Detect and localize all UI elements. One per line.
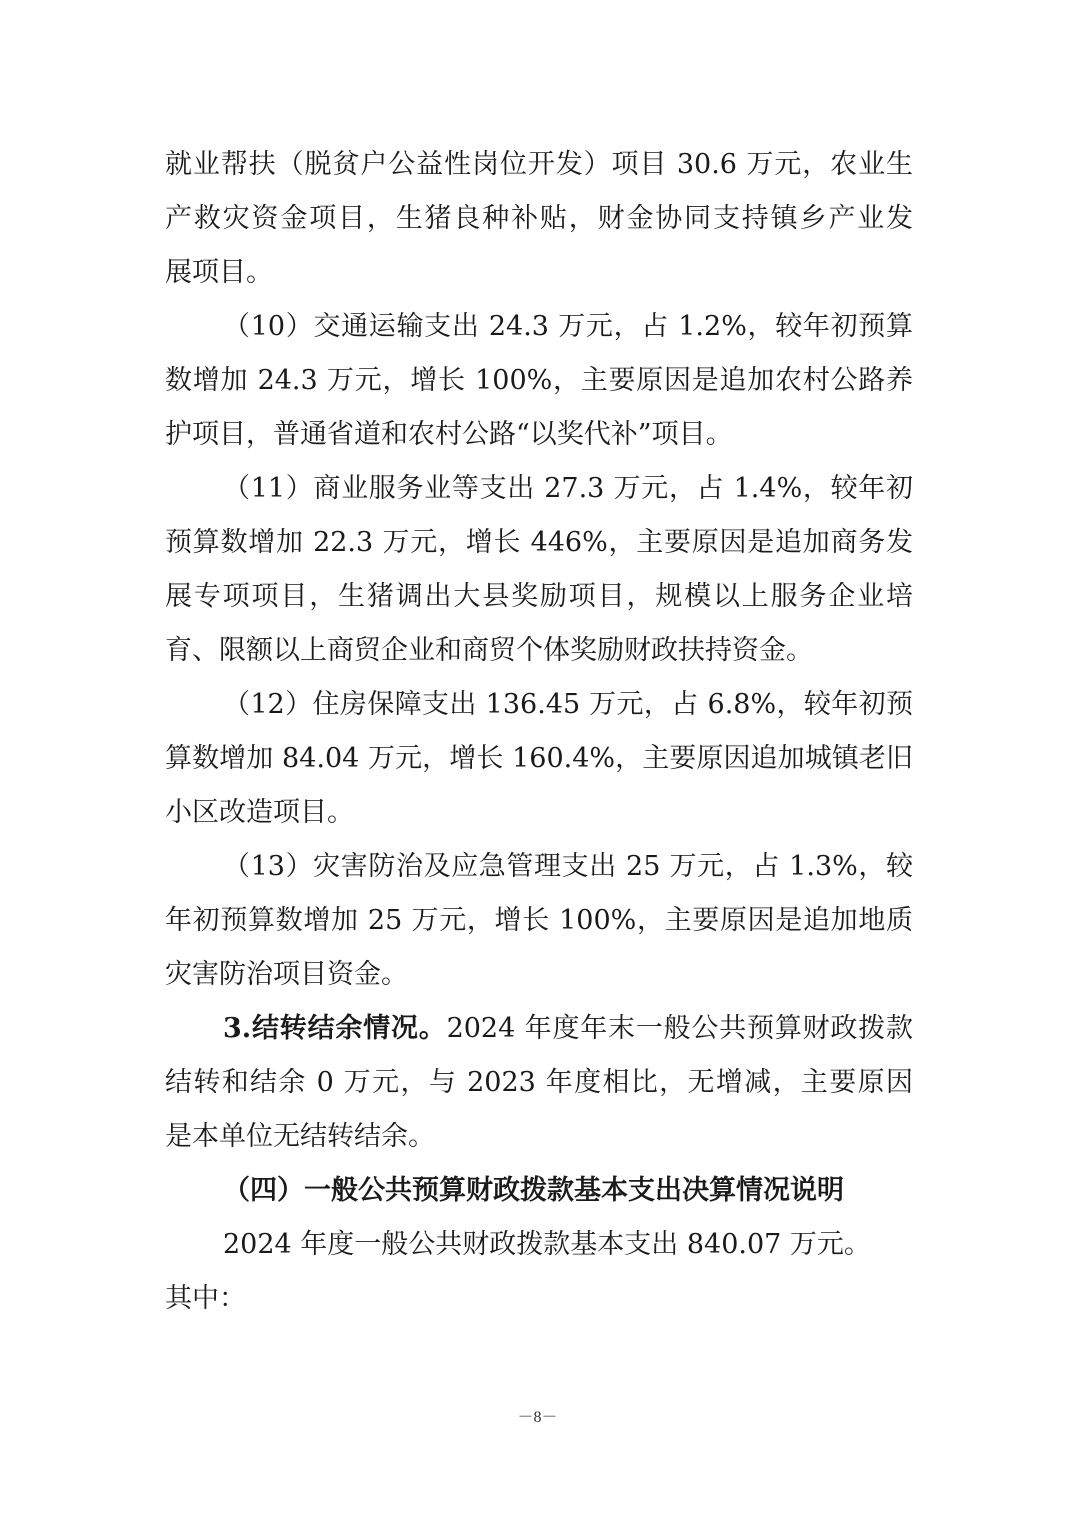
text-line: （11）商业服务业等支出 27.3 万元，占 1.4%，较年初 (223, 473, 913, 504)
text-line: （12）住房保障支出 136.45 万元，占 6.8%，较年初预 (223, 689, 913, 720)
text-line: 小区改造项目。 (165, 797, 354, 828)
text-line: 年初预算数增加 25 万元，增长 100%，主要原因是追加地质 (165, 905, 913, 936)
text-line: 展项目。 (165, 257, 273, 288)
text-line: 是本单位无结转结余。 (165, 1121, 435, 1152)
text-line: 预算数增加 22.3 万元，增长 446%，主要原因是追加商务发 (165, 527, 913, 558)
section-heading: （四）一般公共预算财政拨款基本支出决算情况说明 (223, 1175, 844, 1206)
text-line: 灾害防治项目资金。 (165, 959, 408, 990)
text-line: 就业帮扶（脱贫户公益性岗位开发）项目 30.6 万元，农业生 (165, 149, 913, 180)
text-line (165, 1002, 913, 1056)
text-line: 护项目，普通省道和农村公路“以奖代补”项目。 (165, 419, 733, 450)
text-line: 其中： (165, 1283, 246, 1314)
body-text (165, 138, 913, 1326)
text-line: 育、限额以上商贸企业和商贸个体奖励财政扶持资金。 (165, 635, 813, 666)
section-lead: 3.结转结余情况。 (223, 1013, 447, 1044)
section-lead-text: 2024 年度年末一般公共预算财政拨款 (446, 1013, 914, 1044)
page-number: －8－ (517, 1409, 558, 1426)
text-line: 2024 年度一般公共财政拨款基本支出 840.07 万元。 (223, 1229, 871, 1260)
text-line: 算数增加 84.04 万元，增长 160.4%，主要原因追加城镇老旧 (165, 743, 913, 774)
text-line: 结转和结余 0 万元，与 2023 年度相比，无增减，主要原因 (165, 1067, 913, 1098)
text-line: 数增加 24.3 万元，增长 100%，主要原因是追加农村公路养 (165, 365, 913, 396)
text-line: （10）交通运输支出 24.3 万元，占 1.2%，较年初预算 (223, 311, 913, 342)
text-line: 展专项项目，生猪调出大县奖励项目，规模以上服务企业培 (165, 581, 913, 612)
text-line: （13）灾害防治及应急管理支出 25 万元，占 1.3%，较 (223, 851, 913, 882)
text-line: 产救灾资金项目，生猪良种补贴，财金协同支持镇乡产业发 (165, 203, 913, 234)
